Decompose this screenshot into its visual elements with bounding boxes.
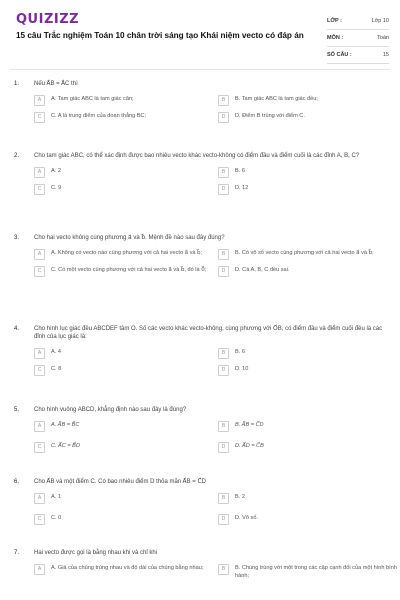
option-checkbox[interactable]: D bbox=[218, 365, 229, 376]
option-a[interactable] bbox=[34, 167, 216, 178]
option-text: D. 10 bbox=[235, 366, 249, 372]
meta-key: LỚP : bbox=[327, 18, 342, 24]
option-checkbox[interactable]: C bbox=[34, 266, 45, 277]
meta-value: Lớp 10 bbox=[371, 18, 389, 24]
option-text: C. 8 bbox=[51, 366, 62, 372]
question-2 bbox=[14, 152, 392, 195]
option-text: A. A⃗B = B⃗C bbox=[51, 422, 80, 428]
option-d[interactable] bbox=[218, 514, 400, 525]
option-text: A. 4 bbox=[51, 349, 61, 355]
option-b[interactable] bbox=[218, 493, 400, 504]
option-a[interactable] bbox=[34, 95, 216, 106]
option-checkbox[interactable]: D bbox=[218, 266, 229, 277]
page-title: 15 câu Trắc nghiệm Toán 10 chân trời sáng tạo Khái niệm vecto có đáp án bbox=[16, 31, 304, 40]
option-text: B. Chúng trùng với một trong các cặp cạnh đối của một hình bình hành; bbox=[235, 565, 397, 579]
option-text: D. A⃗D = C⃗B bbox=[235, 443, 264, 449]
option-b[interactable] bbox=[218, 249, 400, 260]
option-text: C. A⃗C = B⃗D bbox=[51, 443, 81, 449]
options bbox=[34, 493, 392, 525]
option-c[interactable] bbox=[34, 365, 216, 376]
option-text: C. 0 bbox=[51, 515, 62, 521]
question-1 bbox=[14, 80, 392, 123]
option-b[interactable] bbox=[218, 95, 400, 106]
option-text: A. 1 bbox=[51, 494, 61, 500]
question-7 bbox=[14, 549, 397, 580]
option-c[interactable] bbox=[34, 184, 216, 195]
option-checkbox[interactable]: A bbox=[34, 493, 45, 504]
option-a[interactable] bbox=[34, 249, 216, 260]
option-text: A. Tam giác ABC là tam giác cân; bbox=[51, 96, 134, 102]
options bbox=[34, 167, 392, 195]
option-d[interactable] bbox=[218, 365, 400, 376]
option-text: D. Cả A, B, C đều sai. bbox=[235, 267, 290, 273]
question-text: Nếu A⃗B = A⃗C thì bbox=[34, 81, 78, 87]
option-d[interactable] bbox=[218, 184, 400, 195]
options bbox=[34, 249, 392, 277]
option-a[interactable] bbox=[34, 493, 216, 504]
option-text: A. 2 bbox=[51, 168, 61, 174]
option-checkbox[interactable]: C bbox=[34, 365, 45, 376]
option-text: A. Giá của chúng trùng nhau và độ dài của chúng bằng nhau; bbox=[51, 565, 204, 571]
meta-value: 15 bbox=[382, 52, 389, 58]
option-checkbox[interactable]: D bbox=[218, 184, 229, 195]
options bbox=[34, 564, 397, 580]
header-divider bbox=[10, 69, 390, 70]
option-checkbox[interactable]: B bbox=[218, 167, 229, 178]
option-checkbox[interactable]: B bbox=[218, 249, 229, 260]
option-checkbox[interactable]: A bbox=[34, 95, 45, 106]
option-d[interactable] bbox=[218, 442, 400, 453]
option-text: D. Vô số. bbox=[235, 515, 259, 521]
option-checkbox[interactable]: B bbox=[218, 348, 229, 359]
meta-row-subject bbox=[327, 30, 389, 47]
option-checkbox[interactable]: C bbox=[34, 442, 45, 453]
option-b[interactable] bbox=[218, 167, 400, 178]
question-3 bbox=[14, 234, 392, 277]
option-text: B. 6 bbox=[235, 349, 245, 355]
option-text: B. Tam giác ABC là tam giác đều; bbox=[235, 96, 318, 102]
question-text: Cho tam giác ABC, có thể xác định được bao nhiêu vecto khác vecto-không có điểm đầu và điểm cuối là các đỉnh A, B, C? bbox=[34, 153, 360, 159]
option-checkbox[interactable]: A bbox=[34, 249, 45, 260]
question-6 bbox=[14, 478, 392, 525]
option-text: C. Có một vecto cùng phương với cả hai vecto a⃗ và b⃗, đó là 0⃗; bbox=[51, 267, 207, 273]
header bbox=[0, 0, 400, 68]
option-a[interactable] bbox=[34, 564, 216, 580]
option-checkbox[interactable]: C bbox=[34, 514, 45, 525]
question-text: Cho hình lục giác đều ABCDEF tâm O. Số các vecto khác vecto-không, cùng phương với O⃗B, có điểm đầu và điểm cuối đều là các đỉnh của lục giác là: bbox=[34, 326, 383, 340]
option-checkbox[interactable]: B bbox=[218, 421, 229, 432]
question-number: 3. bbox=[14, 235, 20, 241]
options bbox=[34, 95, 392, 123]
option-checkbox[interactable]: A bbox=[34, 564, 45, 575]
quizizz-logo[interactable]: QUIZIZZ bbox=[16, 12, 80, 27]
option-checkbox[interactable]: C bbox=[34, 184, 45, 195]
option-text: C. A là trung điểm của đoạn thẳng BC; bbox=[51, 113, 147, 119]
meta-row-count bbox=[327, 47, 389, 64]
question-number: 5. bbox=[14, 407, 20, 413]
option-a[interactable] bbox=[34, 348, 216, 359]
option-text: A. Không có vecto nào cùng phương với cả hai vecto a⃗ và b⃗; bbox=[51, 250, 203, 256]
option-d[interactable] bbox=[218, 112, 400, 123]
question-text: Hai vecto được gọi là bằng nhau khi và chỉ khi bbox=[34, 550, 158, 556]
option-text: B. A⃗B = C⃗D bbox=[235, 422, 264, 428]
question-number: 1. bbox=[14, 81, 20, 87]
question-number: 2. bbox=[14, 153, 20, 159]
option-c[interactable] bbox=[34, 266, 216, 277]
option-b[interactable] bbox=[218, 564, 400, 580]
option-c[interactable] bbox=[34, 112, 216, 123]
option-checkbox[interactable]: A bbox=[34, 348, 45, 359]
options bbox=[34, 421, 392, 453]
question-number: 6. bbox=[14, 479, 20, 485]
option-text: B. Có vô số vecto cùng phương với cả hai vecto a⃗ và b⃗; bbox=[235, 250, 374, 256]
option-text: B. 2 bbox=[235, 494, 245, 500]
option-checkbox[interactable]: D bbox=[218, 112, 229, 123]
options bbox=[34, 348, 392, 376]
option-b[interactable] bbox=[218, 421, 400, 432]
option-checkbox[interactable]: D bbox=[218, 514, 229, 525]
option-checkbox[interactable]: C bbox=[34, 112, 45, 123]
option-checkbox[interactable]: B bbox=[218, 95, 229, 106]
option-checkbox[interactable]: D bbox=[218, 442, 229, 453]
meta-key: MÔN : bbox=[327, 35, 344, 41]
meta-info bbox=[327, 13, 389, 64]
option-b[interactable] bbox=[218, 348, 400, 359]
question-text: Cho hai vecto không cùng phương a⃗ và b⃗. Mệnh đề nào sau đây đúng? bbox=[34, 235, 225, 241]
option-c[interactable] bbox=[34, 442, 216, 453]
meta-row-class bbox=[327, 13, 389, 30]
option-text: C. 9 bbox=[51, 185, 62, 191]
question-number: 7. bbox=[14, 550, 20, 556]
option-checkbox[interactable]: A bbox=[34, 167, 45, 178]
meta-value: Toán bbox=[377, 35, 389, 41]
question-text: Cho A⃗B và một điểm C. Có bao nhiêu điểm D thỏa mãn A⃗B = C⃗D bbox=[34, 479, 206, 485]
question-number: 4. bbox=[14, 326, 20, 332]
option-text: B. 6 bbox=[235, 168, 245, 174]
question-text: Cho hình vuông ABCD, khẳng định nào sau đây là đúng? bbox=[34, 407, 187, 413]
option-c[interactable] bbox=[34, 514, 216, 525]
option-checkbox[interactable]: B bbox=[218, 564, 229, 575]
question-4 bbox=[14, 325, 392, 376]
option-checkbox[interactable]: B bbox=[218, 493, 229, 504]
option-d[interactable] bbox=[218, 266, 400, 277]
option-text: D. Điểm B trùng với điểm C. bbox=[235, 113, 305, 119]
option-text: D. 12 bbox=[235, 185, 249, 191]
option-a[interactable] bbox=[34, 421, 216, 432]
option-checkbox[interactable]: A bbox=[34, 421, 45, 432]
question-5 bbox=[14, 406, 392, 453]
meta-key: SỐ CÂU : bbox=[327, 52, 352, 58]
